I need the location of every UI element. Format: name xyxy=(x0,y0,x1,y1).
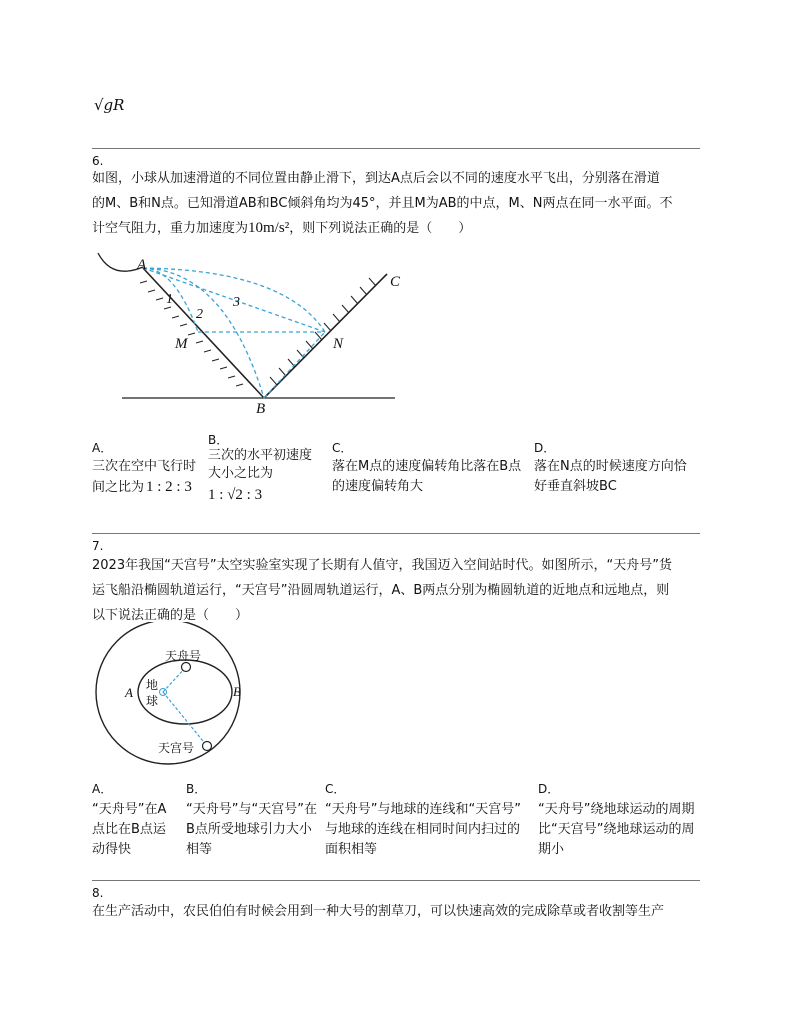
gravity-value: 10m/s² xyxy=(248,220,290,236)
q6-option-a[interactable] xyxy=(92,441,207,498)
option-text: 面积相等 xyxy=(325,842,378,857)
q7-line-2: 运飞船沿椭圆轨道运行，“天宫号”沿圆周轨道运行，A、B两点分别为椭圆轨道的近地点和远地点，则 xyxy=(92,583,670,598)
label-path-3: 3 xyxy=(233,295,240,310)
q8-line-1: 在生产活动中，农民伯伯有时候会用到一种大号的割草刀，可以快速高效的完成除草或者收割等生产 xyxy=(92,904,665,919)
question-number-7: 7. xyxy=(92,539,104,553)
option-label: C． xyxy=(325,782,346,796)
slope-ab xyxy=(143,268,264,398)
option-label: A． xyxy=(92,441,113,455)
q6-line-3a: 计空气阻力，重力加速度为 xyxy=(92,221,249,236)
label-tianzhou: 天舟号 xyxy=(165,649,202,663)
q7-line-3: 以下说法正确的是（ ） xyxy=(92,608,249,623)
option-text: 落在M点的速度偏转角比落在B点 xyxy=(332,459,522,474)
option-label: A． xyxy=(92,782,113,796)
q6-option-c[interactable] xyxy=(332,441,532,497)
label-N: N xyxy=(333,336,344,352)
q6-option-d[interactable] xyxy=(534,441,704,497)
option-text: B点所受地球引力大小 xyxy=(186,822,312,837)
q6-line-2: 的M、B和N点。已知滑道AB和BC倾斜角均为45°，并且M为AB的中点，M、N两点在同一水平面。不 xyxy=(92,196,673,211)
orbit-figure xyxy=(92,622,252,767)
q7-line-1: 2023年我国“天宫号”太空实验室实现了长期有人值守，我国迈入空间站时代。如图所示，“天舟号”货 xyxy=(92,558,673,573)
q7-option-c[interactable] xyxy=(325,782,535,860)
label-earth-2: 球 xyxy=(146,694,159,708)
option-text xyxy=(92,477,207,498)
option-text: 相等 xyxy=(186,842,213,857)
option-text: 与地球的连线在相同时间内扫过的 xyxy=(325,822,521,837)
option-text: “天舟号”与“天宫号”在 xyxy=(186,802,317,817)
option-text: 期小 xyxy=(538,842,565,857)
label-B: B xyxy=(256,401,266,417)
label-A: A xyxy=(137,257,147,273)
q6-line-3b: ，则下列说法正确的是（ ） xyxy=(289,221,472,236)
option-label: C． xyxy=(332,441,353,455)
option-label: B． xyxy=(208,433,229,447)
q6-line-1: 如图，小球从加速滑道的不同位置由静止滑下，到达A点后会以不同的速度水平飞出，分别落在滑道 xyxy=(92,171,660,186)
label-C: C xyxy=(390,274,401,290)
question-6-text xyxy=(92,166,702,241)
slope-bc xyxy=(264,274,387,398)
label-path-1: 1 xyxy=(166,292,173,307)
divider-q7 xyxy=(92,533,700,534)
tiangong-radius-line xyxy=(163,692,207,746)
option-label: D． xyxy=(538,782,560,796)
option-text: 的速度偏转角大 xyxy=(332,479,424,494)
option-text: 大小之比为 xyxy=(208,466,274,481)
divider-q6 xyxy=(92,148,700,149)
tiangong-station xyxy=(203,742,212,751)
q7-option-d[interactable] xyxy=(538,782,706,860)
slope-ab-hatching xyxy=(140,281,243,386)
question-number-6: 6. xyxy=(92,154,104,168)
divider-q8 xyxy=(92,880,700,881)
option-label: D． xyxy=(534,441,556,455)
option-text: “天舟号”绕地球运动的周期 xyxy=(538,802,695,817)
q7-option-b[interactable] xyxy=(186,782,324,860)
question-8-text xyxy=(92,899,702,924)
q7-option-a[interactable] xyxy=(92,782,184,860)
ratio-formula: 1 : √2 : 3 xyxy=(208,487,263,503)
label-earth-1: 地 xyxy=(146,678,159,692)
option-text: 好垂直斜坡BC xyxy=(534,479,617,494)
label-M: M xyxy=(175,336,188,352)
previous-answer-formula: √gR xyxy=(94,96,125,114)
label-path-2: 2 xyxy=(196,307,203,322)
q6-line-3 xyxy=(92,216,702,241)
option-text: 三次的水平初速度 xyxy=(208,448,313,463)
option-text: 比“天宫号”绕地球运动的周 xyxy=(538,822,695,837)
ratio-formula: 1 : 2 : 3 xyxy=(146,479,192,495)
option-label: B． xyxy=(186,782,207,796)
option-text: 点比在B点运 xyxy=(92,822,166,837)
option-text-part: 间之比为 xyxy=(92,480,145,495)
option-text: “天舟号”与地球的连线和“天宫号” xyxy=(325,802,521,817)
trajectories xyxy=(143,268,325,398)
tianzhou-spacecraft xyxy=(182,663,191,672)
option-text: “天舟号”在A xyxy=(92,802,167,817)
label-B: B xyxy=(233,684,241,699)
option-text: 三次在空中飞行时 xyxy=(92,459,197,474)
question-number-8: 8. xyxy=(92,886,104,900)
q6-option-b[interactable] xyxy=(208,433,326,507)
option-text: 动得快 xyxy=(92,842,132,857)
label-tiangong: 天宫号 xyxy=(158,741,195,755)
question-7-text xyxy=(92,553,702,628)
slide-track-figure xyxy=(92,245,412,420)
option-text: 落在N点的时候速度方向恰 xyxy=(534,459,687,474)
label-A: A xyxy=(125,685,133,700)
